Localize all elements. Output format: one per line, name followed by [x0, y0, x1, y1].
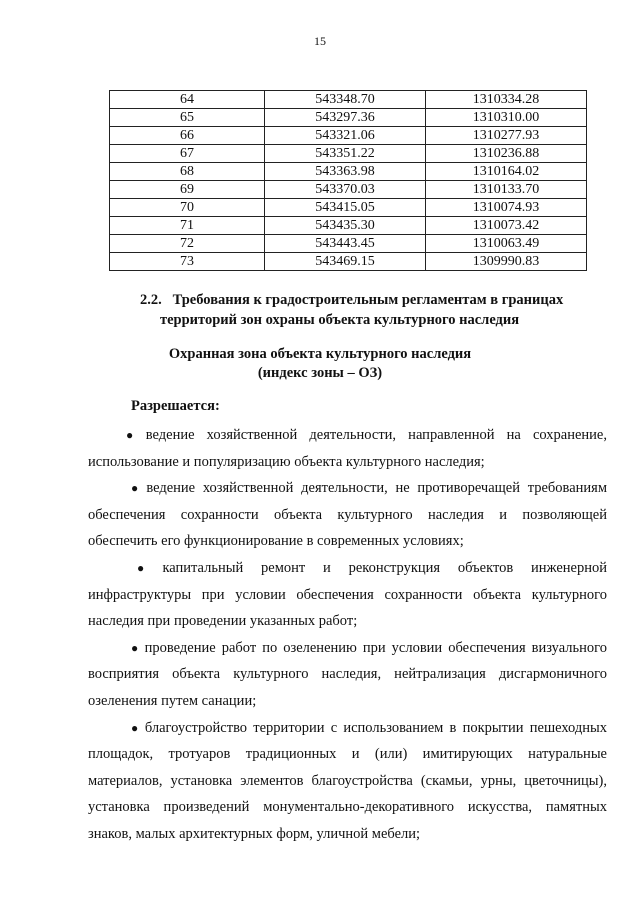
- y-coordinate-cell: 1310073.42: [426, 217, 587, 235]
- list-item: [88, 475, 607, 555]
- point-number-cell: 73: [110, 253, 265, 271]
- list-item-text: благоустройство территории с использованием в покрытии пешеходных: [144, 719, 608, 736]
- list-item-line: установка произведений монументально-декоративного искусства, памятных: [88, 799, 607, 816]
- list-item: [88, 635, 607, 715]
- table-row: [110, 217, 587, 235]
- y-coordinate-cell: 1310310.00: [426, 109, 587, 127]
- x-coordinate-cell: 543469.15: [265, 253, 426, 271]
- zone-heading: [0, 345, 640, 383]
- list-item-line: использование и популяризацию объекта культурного наследия;: [88, 453, 485, 470]
- list-item-line: [88, 715, 607, 742]
- y-coordinate-cell: 1310063.49: [426, 235, 587, 253]
- list-item-line: [88, 422, 607, 449]
- table-row: [110, 199, 587, 217]
- list-item-line: материалов, установка элементов благоустройства (скамьи, урны, цветочницы),: [88, 772, 607, 789]
- list-item-line: обеспечения сохранности объекта культурного наследия и позволяющей: [88, 506, 607, 523]
- point-number-cell: 67: [110, 145, 265, 163]
- y-coordinate-cell: 1310236.88: [426, 145, 587, 163]
- list-item-line: знаков, малых архитектурных форм, уличной мебели;: [88, 825, 421, 842]
- list-item-line: наследия при проведении указанных работ;: [88, 613, 358, 630]
- point-number-cell: 71: [110, 217, 265, 235]
- list-item: [88, 555, 607, 635]
- bullet-icon: ●: [137, 560, 159, 575]
- x-coordinate-cell: 543351.22: [265, 145, 426, 163]
- table-row: [110, 109, 587, 127]
- x-coordinate-cell: 543321.06: [265, 127, 426, 145]
- x-coordinate-cell: 543348.70: [265, 91, 426, 109]
- table-row: [110, 163, 587, 181]
- permitted-list: [88, 422, 607, 848]
- table-row: [110, 127, 587, 145]
- table-row: [110, 181, 587, 199]
- x-coordinate-cell: 543297.36: [265, 109, 426, 127]
- y-coordinate-cell: 1310164.02: [426, 163, 587, 181]
- list-item-line: [88, 475, 607, 502]
- y-coordinate-cell: 1310334.28: [426, 91, 587, 109]
- point-number-cell: 70: [110, 199, 265, 217]
- bullet-icon: ●: [126, 428, 142, 442]
- x-coordinate-cell: 543370.03: [265, 181, 426, 199]
- table-row: [110, 91, 587, 109]
- list-item: [88, 715, 607, 848]
- list-item-text: ведение хозяйственной деятельности, направленной на сохранение,: [145, 427, 607, 443]
- y-coordinate-cell: 1310074.93: [426, 199, 587, 217]
- x-coordinate-cell: 543443.45: [265, 235, 426, 253]
- point-number-cell: 66: [110, 127, 265, 145]
- bullet-icon: ●: [131, 640, 141, 655]
- section-number: 2.2.: [140, 292, 162, 308]
- coordinates-table: [109, 90, 587, 271]
- section-title-line-2: территорий зон охраны объекта культурного наследия: [160, 312, 520, 328]
- table-row: [110, 235, 587, 253]
- list-item-line: обеспечить его функционирование в современных условиях;: [88, 533, 464, 550]
- point-number-cell: 72: [110, 235, 265, 253]
- list-item-line: озеленения путем санации;: [88, 692, 257, 709]
- list-item-line: инфраструктуры при условии обеспечения сохранности объекта культурного: [88, 586, 607, 603]
- point-number-cell: 68: [110, 163, 265, 181]
- x-coordinate-cell: 543435.30: [265, 217, 426, 235]
- page-number: 15: [314, 34, 326, 48]
- table-row: [110, 253, 587, 271]
- y-coordinate-cell: 1309990.83: [426, 253, 587, 271]
- list-item-text: ведение хозяйственной деятельности, не противоречащей требованиям: [146, 480, 607, 497]
- section-title-line-1: Требования к градостроительным регламентам в границах: [172, 292, 564, 308]
- list-item: [88, 422, 607, 475]
- list-item-line: площадок, тротуаров традиционных и (или) имитирующих натуральные: [88, 746, 607, 763]
- list-item-line: [88, 635, 607, 662]
- list-item-text: проведение работ по озеленению при условии обеспечения визуального: [144, 639, 608, 656]
- x-coordinate-cell: 543363.98: [265, 163, 426, 181]
- table-row: [110, 145, 587, 163]
- list-item-text: капитальный ремонт и реконструкция объектов инженерной: [162, 559, 607, 576]
- list-item-line: восприятия объекта культурного наследия, нейтрализация дисгармоничного: [88, 666, 607, 683]
- point-number-cell: 65: [110, 109, 265, 127]
- zone-heading-line-2: (индекс зоны – ОЗ): [257, 365, 383, 381]
- x-coordinate-cell: 543415.05: [265, 199, 426, 217]
- point-number-cell: 69: [110, 181, 265, 199]
- bullet-icon: ●: [131, 720, 141, 735]
- point-number-cell: 64: [110, 91, 265, 109]
- zone-heading-line-1: Охранная зона объекта культурного наследия: [168, 346, 472, 362]
- list-item-line: [88, 555, 607, 582]
- y-coordinate-cell: 1310133.70: [426, 181, 587, 199]
- bullet-icon: ●: [131, 481, 143, 496]
- section-heading: [140, 290, 610, 330]
- section-heading-line-1: [140, 290, 610, 310]
- permitted-label: Разрешается:: [131, 398, 220, 414]
- y-coordinate-cell: 1310277.93: [426, 127, 587, 145]
